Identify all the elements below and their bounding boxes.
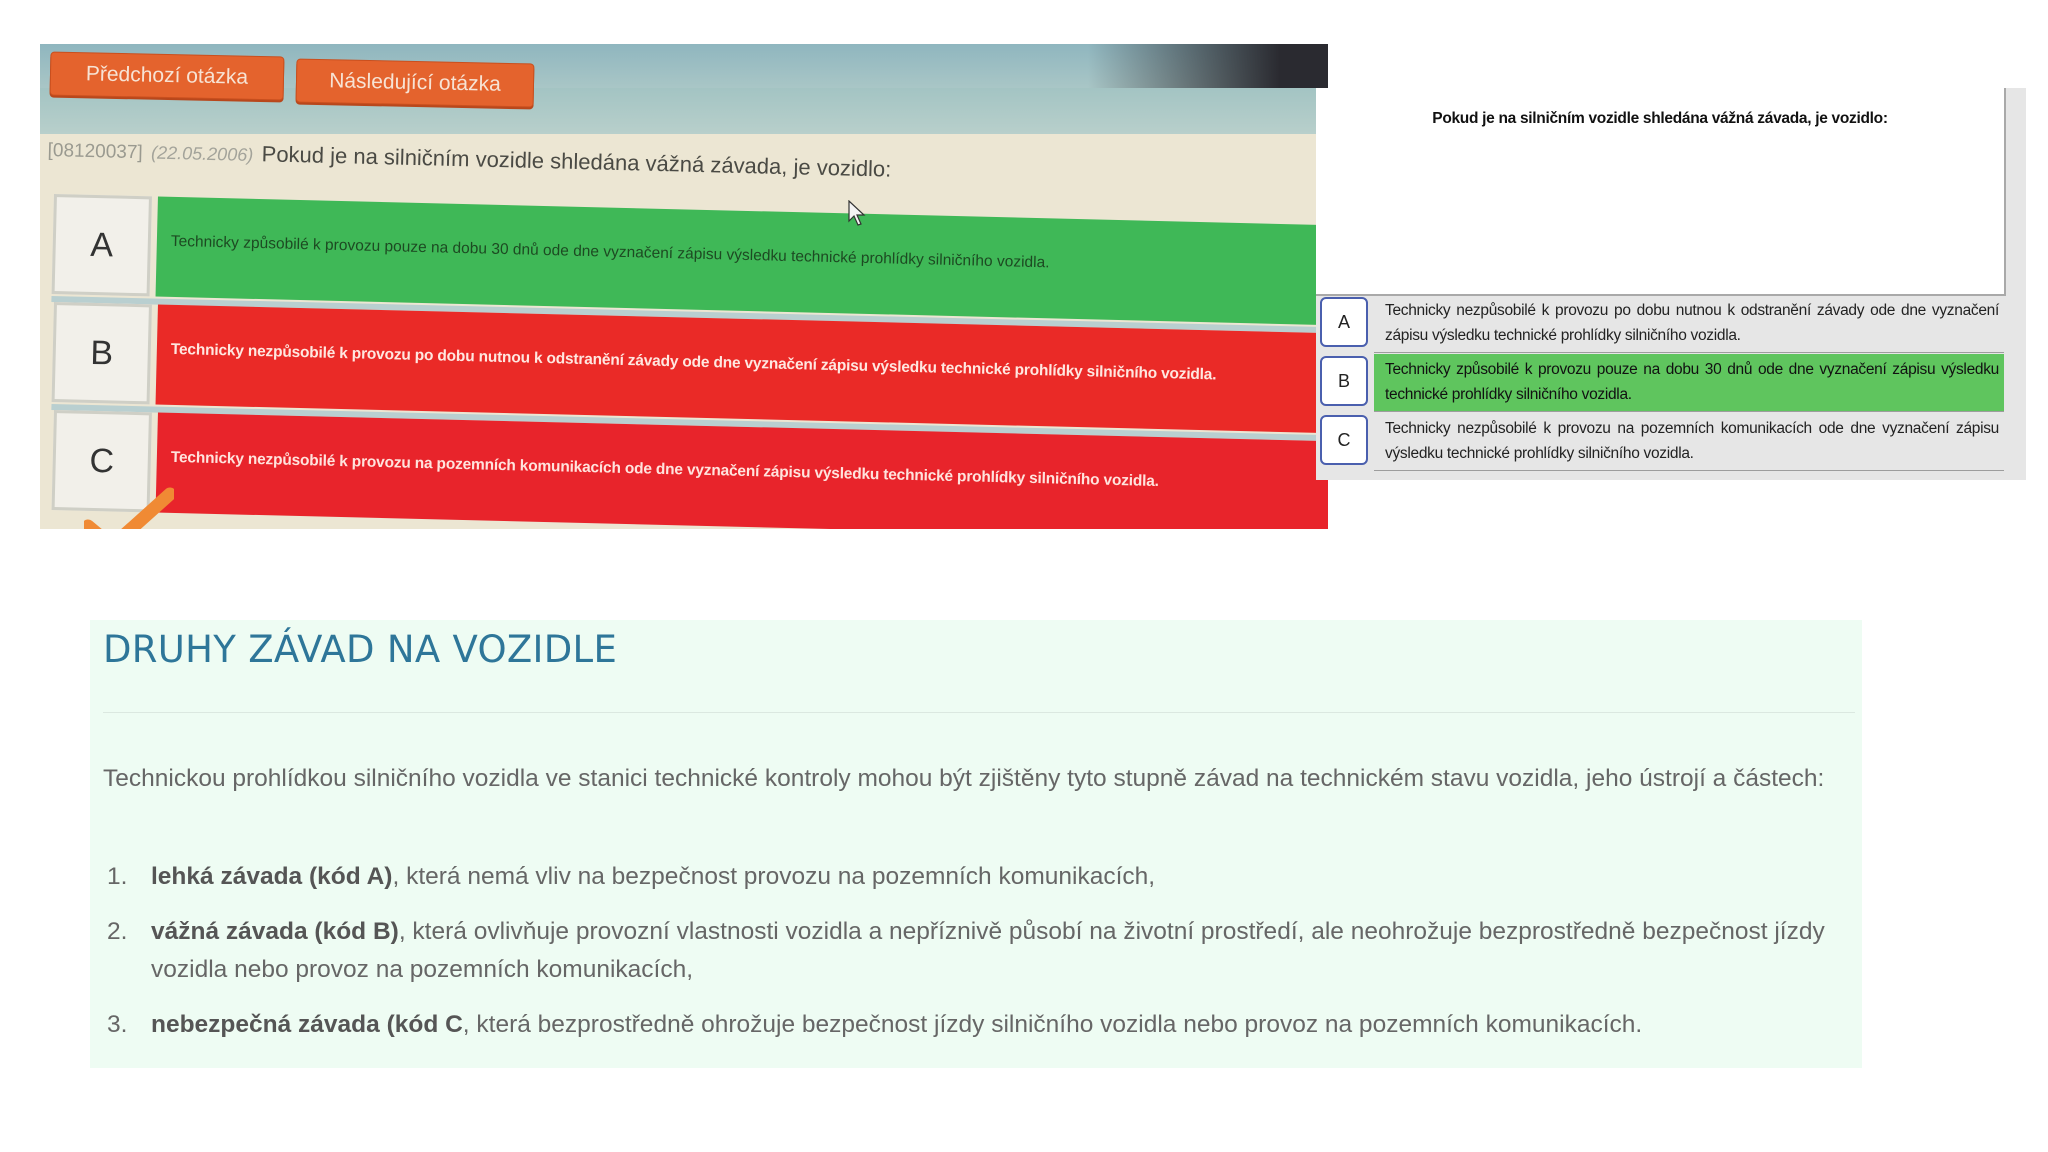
divider [1374, 470, 2004, 471]
answer-letter[interactable]: B [52, 302, 152, 404]
question-date: (22.05.2006) [150, 142, 254, 166]
panel-answer-b[interactable] [1316, 354, 2004, 410]
divider [1374, 352, 2004, 353]
quiz-panel [1316, 88, 2026, 480]
list-item [103, 913, 1863, 989]
answer-text: Technicky nezpůsobilé k provozu po dobu nutnou k odstranění závady ode dne vyznačení zápisu výsledku technické prohlídky silničního vozidla. [170, 340, 1217, 384]
question-area [1316, 88, 2006, 296]
answer-text: Technicky způsobilé k provozu pouze na dobu 30 dnů ode dne vyznačení zápisu výsledku technické prohlídky silničního vozidla. [1385, 361, 1999, 403]
divider [103, 712, 1855, 713]
mouse-cursor-icon [848, 200, 866, 226]
answer-text: Technicky způsobilé k provozu pouze na dobu 30 dnů ode dne vyznačení zápisu výsledku technické prohlídky silničního vozidla. [170, 232, 1050, 272]
list-number: 1. [107, 863, 128, 890]
question-code: [08120037] [47, 139, 143, 164]
exam-photo [40, 44, 1328, 529]
panel-question-text: Pokud je na silničním vozidle shledána vážná závada, je vozidlo: [1432, 110, 1888, 127]
selected-checkmark-icon [84, 486, 174, 529]
question-text: Pokud je na silničním vozidle shledána vážná závada, je vozidlo: [261, 141, 892, 182]
info-intro: Technickou prohlídkou silničního vozidla ve stanici technické kontroly mohou být zjištěny tyto stupně závad na technickém stavu vozidla, jeho ústrojí a částech: [103, 765, 1825, 792]
defect-list [103, 858, 1863, 1061]
answer-text: Technicky nezpůsobilé k provozu na pozemních komunikacích ode dne vyznačení zápisu výsledku technické prohlídky silničního vozidla. [1385, 420, 1999, 462]
list-number: 2. [107, 918, 128, 945]
list-item [103, 858, 1863, 896]
list-number: 3. [107, 1011, 128, 1038]
previous-question-button[interactable]: Předchozí otázka [50, 52, 285, 101]
list-item [103, 1006, 1863, 1044]
divider [1374, 411, 2004, 412]
answer-letter[interactable]: A [1320, 297, 1368, 347]
answer-letter[interactable]: A [52, 194, 152, 296]
next-question-button[interactable]: Následující otázka [296, 59, 535, 108]
panel-answer-a[interactable] [1316, 295, 2004, 351]
defect-description: , která bezprostředně ohrožuje bezpečnost jízdy silničního vozidla nebo provoz na pozemních komunikacích. [462, 1011, 1643, 1038]
panel-answer-c[interactable] [1316, 413, 2004, 469]
answer-letter[interactable]: C [1320, 415, 1368, 465]
answer-letter[interactable]: B [1320, 356, 1368, 406]
defect-description: , která ovlivňuje provozní vlastnosti vozidla a nepříznivě působí na životní prostředí, ale neohrožuje bezprostředně bezpečnost jízdy vozidla nebo provoz na pozemních komunikacích, [151, 918, 1825, 983]
answer-text: Technicky nezpůsobilé k provozu po dobu nutnou k odstranění závady ode dne vyznačení zápisu výsledku technické prohlídky silničního vozidla. [1385, 302, 1999, 344]
info-title: DRUHY ZÁVAD NA VOZIDLE [103, 628, 618, 671]
defect-description: , která nemá vliv na bezpečnost provozu na pozemních komunikacích, [392, 863, 1156, 890]
defect-name: vážná závada (kód B) [151, 918, 399, 945]
defect-name: nebezpečná závada (kód C [151, 1011, 463, 1038]
answer-text: Technicky nezpůsobilé k provozu na pozemních komunikacích ode dne vyznačení zápisu výsledku technické prohlídky silničního vozidla. [170, 448, 1159, 491]
info-box [90, 620, 1862, 1068]
answer-letter[interactable]: C [52, 410, 152, 512]
defect-name: lehká závada (kód A) [151, 863, 393, 890]
